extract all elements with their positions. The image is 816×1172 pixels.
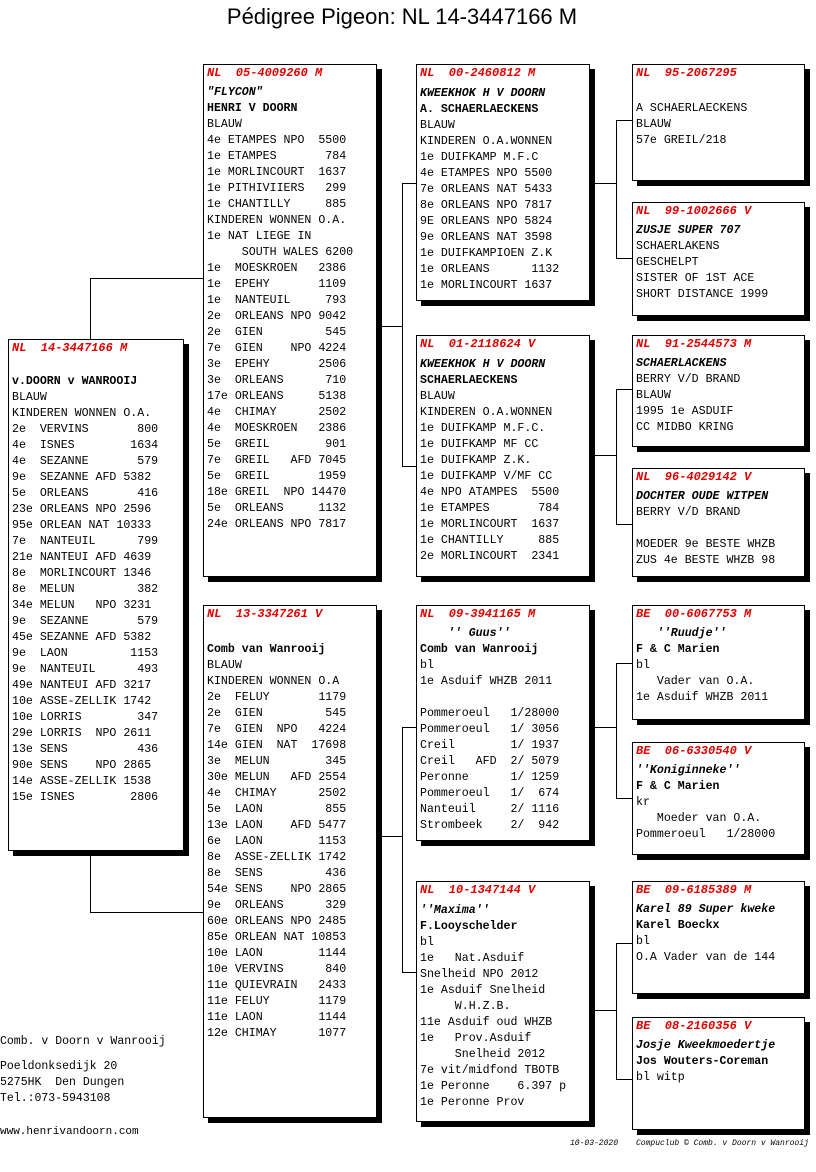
- page-title: Pédigree Pigeon: NL 14-3447166 M: [226, 4, 578, 29]
- card-line: SCHAERLAECKENS: [420, 374, 518, 387]
- pigeon-card-mother: [203, 605, 377, 1118]
- card-line: F & C Marien: [636, 780, 720, 793]
- card-line: MOEDER 9e BESTE WHZB: [636, 538, 776, 551]
- card-line: BERRY V/D BRAND: [636, 373, 741, 386]
- card-line: 1e ETAMPES 784: [420, 502, 560, 515]
- card-line: 13e LAON AFD 5477: [207, 819, 347, 832]
- card-line: "FLYCON": [207, 86, 263, 99]
- card-line: 11e LAON 1144: [207, 1011, 347, 1024]
- card-body: [636, 1038, 802, 1086]
- pigeon-card-mmm: [632, 1017, 805, 1130]
- card-line: 1e DUIFKAMP MF CC: [420, 438, 539, 451]
- card-line: ZUS 4e BESTE WHZB 98: [636, 554, 776, 567]
- card-line: 54e SENS NPO 2865: [207, 883, 347, 896]
- card-line: BLAUW: [12, 391, 47, 404]
- card-line: 4e ISNES 1634: [12, 439, 159, 452]
- card-line: 34e MELUN NPO 3231: [12, 599, 152, 612]
- card-line: 15e ISNES 2806: [12, 791, 159, 804]
- card-line: [636, 521, 802, 537]
- card-line: bl: [636, 659, 650, 672]
- pigeon-card-mfm: [632, 742, 805, 855]
- connector-line: [382, 326, 403, 327]
- card-line: 10e LAON 1144: [207, 947, 347, 960]
- connector-line: [90, 850, 91, 912]
- ring-number: BE 00-6067753 M: [636, 607, 752, 621]
- card-line: 9E ORLEANS NPO 5824: [420, 215, 553, 228]
- card-line: 60e ORLEANS NPO 2485: [207, 915, 347, 928]
- card-line: GESCHELPT: [636, 256, 699, 269]
- ring-number: NL 91-2544573 M: [636, 337, 752, 351]
- card-line: A SCHAERLAECKENS: [636, 102, 748, 115]
- card-line: 2e GIEN 545: [207, 326, 347, 339]
- card-line: 1e MORLINCOURT 1637: [420, 279, 553, 292]
- connector-line: [616, 524, 632, 525]
- connector-line: [90, 278, 91, 340]
- card-line: 2e ORLEANS NPO 9042: [207, 310, 347, 323]
- card-line: 5e GREIL 901: [207, 438, 347, 451]
- card-line: Pommeroeul 1/ 3056: [420, 723, 560, 736]
- card-line: Peronne 1/ 1259: [420, 771, 560, 784]
- connector-line: [402, 727, 403, 972]
- card-line: 14e ASSE-ZELLIK 1538: [12, 775, 152, 788]
- connector-line: [595, 727, 617, 728]
- connector-line: [616, 663, 617, 799]
- card-line: 3e ORLEANS 710: [207, 374, 347, 387]
- card-line: Nanteuil 2/ 1116: [420, 803, 560, 816]
- card-line: 8e MELUN 382: [12, 583, 159, 596]
- card-line: bl: [420, 659, 434, 672]
- card-line: W.H.Z.B.: [420, 1000, 511, 1013]
- card-line: 1e DUIFKAMP V/MF CC: [420, 470, 553, 483]
- card-line: bl: [636, 935, 650, 948]
- card-line: kr: [636, 796, 650, 809]
- card-line: Vader van O.A.: [636, 675, 755, 688]
- connector-line: [595, 1010, 617, 1011]
- card-line: Creil AFD 2/ 5079: [420, 755, 560, 768]
- card-line: Strombeek 2/ 942: [420, 819, 560, 832]
- owner-name: Comb. v Doorn v Wanrooij: [0, 1035, 166, 1048]
- card-line: 7e ORLEANS NAT 5433: [420, 183, 553, 196]
- card-line: 2e GIEN 545: [207, 707, 347, 720]
- card-line: KINDEREN O.A.WONNEN: [420, 406, 553, 419]
- card-line: 1e Peronne Prov: [420, 1096, 525, 1109]
- pigeon-card-father-father: [416, 64, 590, 301]
- card-line: 85e ORLEAN NAT 10853: [207, 931, 347, 944]
- card-line: 3e EPEHY 2506: [207, 358, 347, 371]
- card-line: 95e ORLEAN NAT 10333: [12, 519, 152, 532]
- ring-number: NL 14-3447166 M: [12, 341, 128, 355]
- pigeon-card-ffm: [632, 202, 805, 316]
- connector-line: [616, 943, 617, 1080]
- card-line: 1e ORLEANS 1132: [420, 263, 560, 276]
- card-line: 23e ORLEANS NPO 2596: [12, 503, 152, 516]
- card-line: Comb van Wanrooij: [207, 643, 326, 656]
- card-line: 7e GIEN NPO 4224: [207, 723, 347, 736]
- card-line: 9e SEZANNE AFD 5382: [12, 471, 152, 484]
- card-line: 1e MORLINCOURT 1637: [420, 518, 560, 531]
- connector-line: [402, 727, 417, 728]
- card-body: [636, 223, 802, 303]
- card-line: SISTER OF 1ST ACE: [636, 272, 755, 285]
- card-line: F.Looyschelder: [420, 920, 518, 933]
- card-line: 6e LAON 1153: [207, 835, 347, 848]
- owner-website[interactable]: www.henrivandoorn.com: [0, 1126, 139, 1138]
- pigeon-card-father-mother: [416, 335, 590, 577]
- card-line: 9e ORLEANS 329: [207, 899, 347, 912]
- card-line: 5e ORLEANS 1132: [207, 502, 347, 515]
- card-line: 49e NANTEUI AFD 3217: [12, 679, 152, 692]
- card-line: ''Koniginneke'': [636, 764, 741, 777]
- ring-number: BE 06-6330540 V: [636, 744, 752, 758]
- card-line: SOUTH WALES 6200: [207, 246, 354, 259]
- card-line: 1e DUIFKAMP M.F.C: [420, 151, 539, 164]
- card-line: 1e DUIFKAMP M.F.C.: [420, 422, 546, 435]
- card-line: Jos Wouters-Coreman: [636, 1055, 769, 1068]
- card-line: 11e QUIEVRAIN 2433: [207, 979, 347, 992]
- card-line: 5e LAON 855: [207, 803, 347, 816]
- card-line: 1e Peronne 6.397 p: [420, 1080, 567, 1093]
- card-body: [420, 357, 587, 565]
- card-line: 1e Asduif WHZB 2011: [420, 675, 553, 688]
- connector-line: [595, 183, 617, 184]
- pigeon-card-mmf: [632, 881, 805, 994]
- connector-line: [616, 663, 632, 664]
- card-line: 90e SENS NPO 2865: [12, 759, 152, 772]
- card-line: KINDEREN WONNEN O.A: [207, 675, 340, 688]
- card-line: 7e GREIL AFD 7045: [207, 454, 347, 467]
- card-line: '' Guus'': [420, 627, 511, 640]
- card-line: 2e VERVINS 800: [12, 423, 159, 436]
- card-line: ZUSJE SUPER 707: [636, 224, 741, 237]
- card-line: 2e FELUY 1179: [207, 691, 347, 704]
- card-line: Pommeroeul 1/28000: [636, 828, 776, 841]
- card-body: [420, 86, 587, 294]
- card-line: 2e MORLINCOURT 2341: [420, 550, 560, 563]
- card-line: 1e NAT LIEGE IN: [207, 230, 312, 243]
- card-line: 4e SEZANNE 579: [12, 455, 159, 468]
- ring-number: NL 05-4009260 M: [207, 66, 323, 80]
- card-line: BERRY V/D BRAND: [636, 506, 741, 519]
- card-line: 7e vit/midfond TBOTB: [420, 1064, 560, 1077]
- footer-credit: Compuclub © Comb. v Doorn v Wanrooij: [636, 1139, 809, 1148]
- card-line: BLAUW: [207, 659, 242, 672]
- card-body: [636, 356, 802, 436]
- ring-number: NL 96-4029142 V: [636, 470, 752, 484]
- card-line: 5e GREIL 1959: [207, 470, 347, 483]
- ring-number: NL 99-1002666 V: [636, 204, 752, 218]
- card-line: 1e DUIFKAMP Z.K.: [420, 454, 532, 467]
- card-body: [420, 626, 587, 834]
- card-line: 1e MORLINCOURT 1637: [207, 166, 347, 179]
- card-line: ''Maxima'': [420, 904, 490, 917]
- card-line: 18e GREIL NPO 14470: [207, 486, 347, 499]
- card-line: 10e VERVINS 840: [207, 963, 347, 976]
- card-line: KINDEREN O.A.WONNEN: [420, 135, 553, 148]
- card-line: KINDEREN WONNEN O.A.: [207, 214, 347, 227]
- connector-line: [616, 120, 632, 121]
- card-body: [207, 85, 374, 533]
- card-line: 4e ETAMPES NPO 5500: [420, 167, 553, 180]
- card-line: 57e GREIL/218: [636, 134, 727, 147]
- card-line: [207, 626, 374, 642]
- card-body: [636, 763, 802, 843]
- card-line: Comb van Wanrooij: [420, 643, 539, 656]
- pigeon-card-fff: [632, 64, 805, 181]
- card-line: 12e CHIMAY 1077: [207, 1027, 347, 1040]
- connector-line: [616, 389, 632, 390]
- card-line: 30e MELUN AFD 2554: [207, 771, 347, 784]
- card-line: SCHAERLAKENS: [636, 240, 720, 253]
- card-line: 10e ASSE-ZELLIK 1742: [12, 695, 152, 708]
- card-line: BLAUW: [636, 389, 671, 402]
- ring-number: NL 09-3941165 M: [420, 607, 536, 621]
- card-line: 9e LAON 1153: [12, 647, 159, 660]
- ring-number: NL 01-2118624 V: [420, 337, 536, 351]
- connector-line: [382, 836, 403, 837]
- card-line: Moeder van O.A.: [636, 812, 762, 825]
- card-line: 1e ETAMPES 784: [207, 150, 347, 163]
- card-body: [636, 626, 802, 706]
- connector-line: [616, 120, 617, 259]
- card-line: v.DOORN v WANROOIJ: [12, 375, 138, 388]
- connector-line: [90, 278, 204, 279]
- card-line: KWEEKHOK H V DOORN: [420, 87, 546, 100]
- ring-number: BE 08-2160356 V: [636, 1019, 752, 1033]
- card-line: 1e CHANTILLY 885: [207, 198, 347, 211]
- pigeon-card-subject: [8, 339, 184, 851]
- card-line: Creil 1/ 1937: [420, 739, 560, 752]
- card-line: 10e LORRIS 347: [12, 711, 159, 724]
- card-line: BLAUW: [636, 118, 671, 131]
- ring-number: NL 00-2460812 M: [420, 66, 536, 80]
- card-line: Karel 89 Super kweke: [636, 903, 776, 916]
- card-line: 11e FELUY 1179: [207, 995, 347, 1008]
- card-body: [207, 626, 374, 1042]
- card-line: A. SCHAERLAECKENS: [420, 103, 539, 116]
- card-line: 4e CHIMAY 2502: [207, 406, 347, 419]
- card-line: 7e NANTEUIL 799: [12, 535, 159, 548]
- pigeon-card-father: [203, 64, 377, 577]
- connector-line: [616, 258, 632, 259]
- card-line: 24e ORLEANS NPO 7817: [207, 518, 347, 531]
- card-line: 9e SEZANNE 579: [12, 615, 159, 628]
- card-line: DOCHTER OUDE WITPEN: [636, 490, 769, 503]
- card-line: HENRI V DOORN: [207, 102, 298, 115]
- owner-street: Poeldonksedijk 20: [0, 1060, 118, 1073]
- card-line: 17e ORLEANS 5138: [207, 390, 347, 403]
- card-line: Pommeroeul 1/28000: [420, 707, 560, 720]
- print-date: 10-03-2020: [570, 1139, 619, 1148]
- ring-number: NL 95-2067295: [636, 66, 737, 80]
- card-line: 1e MOESKROEN 2386: [207, 262, 347, 275]
- connector-line: [402, 972, 417, 973]
- card-line: 13e SENS 436: [12, 743, 159, 756]
- owner-phone: Tel.:073-5943108: [0, 1092, 111, 1105]
- card-line: 29e LORRIS NPO 2611: [12, 727, 152, 740]
- card-line: BLAUW: [420, 390, 455, 403]
- card-line: 1e Prov.Asduif: [420, 1032, 532, 1045]
- card-line: 45e SEZANNE AFD 5382: [12, 631, 152, 644]
- card-line: [636, 85, 802, 101]
- connector-line: [402, 183, 417, 184]
- connector-line: [402, 466, 417, 467]
- card-body: [636, 902, 802, 966]
- connector-line: [616, 389, 617, 525]
- card-line: 1e DUIFKAMPIOEN Z.K: [420, 247, 553, 260]
- card-line: 1e Asduif WHZB 2011: [636, 691, 769, 704]
- card-line: KINDEREN WONNEN O.A.: [12, 407, 152, 420]
- pigeon-card-mff: [632, 605, 805, 720]
- ring-number: BE 09-6185389 M: [636, 883, 752, 897]
- card-body: [12, 358, 181, 806]
- card-body: [420, 903, 587, 1111]
- card-line: 4e ETAMPES NPO 5500: [207, 134, 347, 147]
- card-line: Snelheid NPO 2012: [420, 968, 539, 981]
- card-line: 8e SENS 436: [207, 867, 347, 880]
- card-line: 8e ORLEANS NPO 7817: [420, 199, 553, 212]
- card-line: 9e NANTEUIL 493: [12, 663, 159, 676]
- card-body: [636, 489, 802, 569]
- card-line: ''Ruudje'': [636, 627, 727, 640]
- card-body: [636, 85, 802, 149]
- card-line: 1e EPEHY 1109: [207, 278, 347, 291]
- pigeon-card-fmf: [632, 335, 805, 447]
- card-line: O.A Vader van de 144: [636, 951, 776, 964]
- card-line: 1e Nat.Asduif: [420, 952, 525, 965]
- card-line: 1e NANTEUIL 793: [207, 294, 347, 307]
- card-line: bl: [420, 936, 434, 949]
- card-line: 4e NPO ATAMPES 5500: [420, 486, 560, 499]
- card-line: [12, 358, 181, 374]
- card-line: 21e NANTEUI AFD 4639: [12, 551, 152, 564]
- card-line: 8e ASSE-ZELLIK 1742: [207, 851, 347, 864]
- card-line: 14e GIEN NAT 17698: [207, 739, 347, 752]
- card-line: 1995 1e ASDUIF: [636, 405, 734, 418]
- card-line: 7e GIEN NPO 4224: [207, 342, 347, 355]
- card-line: 1e PITHIVIIERS 299: [207, 182, 347, 195]
- connector-line: [402, 183, 403, 466]
- ring-number: NL 13-3347261 V: [207, 607, 323, 621]
- connector-line: [595, 455, 617, 456]
- owner-city: 5275HK Den Dungen: [0, 1076, 125, 1089]
- card-line: 1e Asduif Snelheid: [420, 984, 546, 997]
- ring-number: NL 10-1347144 V: [420, 883, 536, 897]
- card-line: SCHAERLACKENS: [636, 357, 727, 370]
- card-line: 1e CHANTILLY 885: [420, 534, 560, 547]
- card-line: F & C Marien: [636, 643, 720, 656]
- card-line: 3e MELUN 345: [207, 755, 347, 768]
- card-line: BLAUW: [420, 119, 455, 132]
- card-line: 11e Asduif oud WHZB: [420, 1016, 553, 1029]
- card-line: Karel Boeckx: [636, 919, 720, 932]
- card-line: bl witp: [636, 1071, 685, 1084]
- card-line: [420, 690, 587, 706]
- card-line: 5e ORLEANS 416: [12, 487, 159, 500]
- card-line: 4e CHIMAY 2502: [207, 787, 347, 800]
- connector-line: [616, 798, 632, 799]
- card-line: 8e MORLINCOURT 1346: [12, 567, 152, 580]
- connector-line: [616, 943, 632, 944]
- card-line: Josje Kweekmoedertje: [636, 1039, 776, 1052]
- card-line: Pommeroeul 1/ 674: [420, 787, 560, 800]
- pigeon-card-fmm: [632, 468, 805, 577]
- pigeon-card-mother-mother: [416, 881, 590, 1122]
- connector-line: [616, 1079, 632, 1080]
- card-line: KWEEKHOK H V DOORN: [420, 358, 546, 371]
- card-line: Snelheid 2012: [420, 1048, 546, 1061]
- pigeon-card-mother-father: [416, 605, 590, 841]
- connector-line: [90, 912, 204, 913]
- card-line: CC MIDBO KRING: [636, 421, 734, 434]
- card-line: 9e ORLEANS NAT 3598: [420, 231, 553, 244]
- card-line: BLAUW: [207, 118, 242, 131]
- card-line: 4e MOESKROEN 2386: [207, 422, 347, 435]
- card-line: SHORT DISTANCE 1999: [636, 288, 769, 301]
